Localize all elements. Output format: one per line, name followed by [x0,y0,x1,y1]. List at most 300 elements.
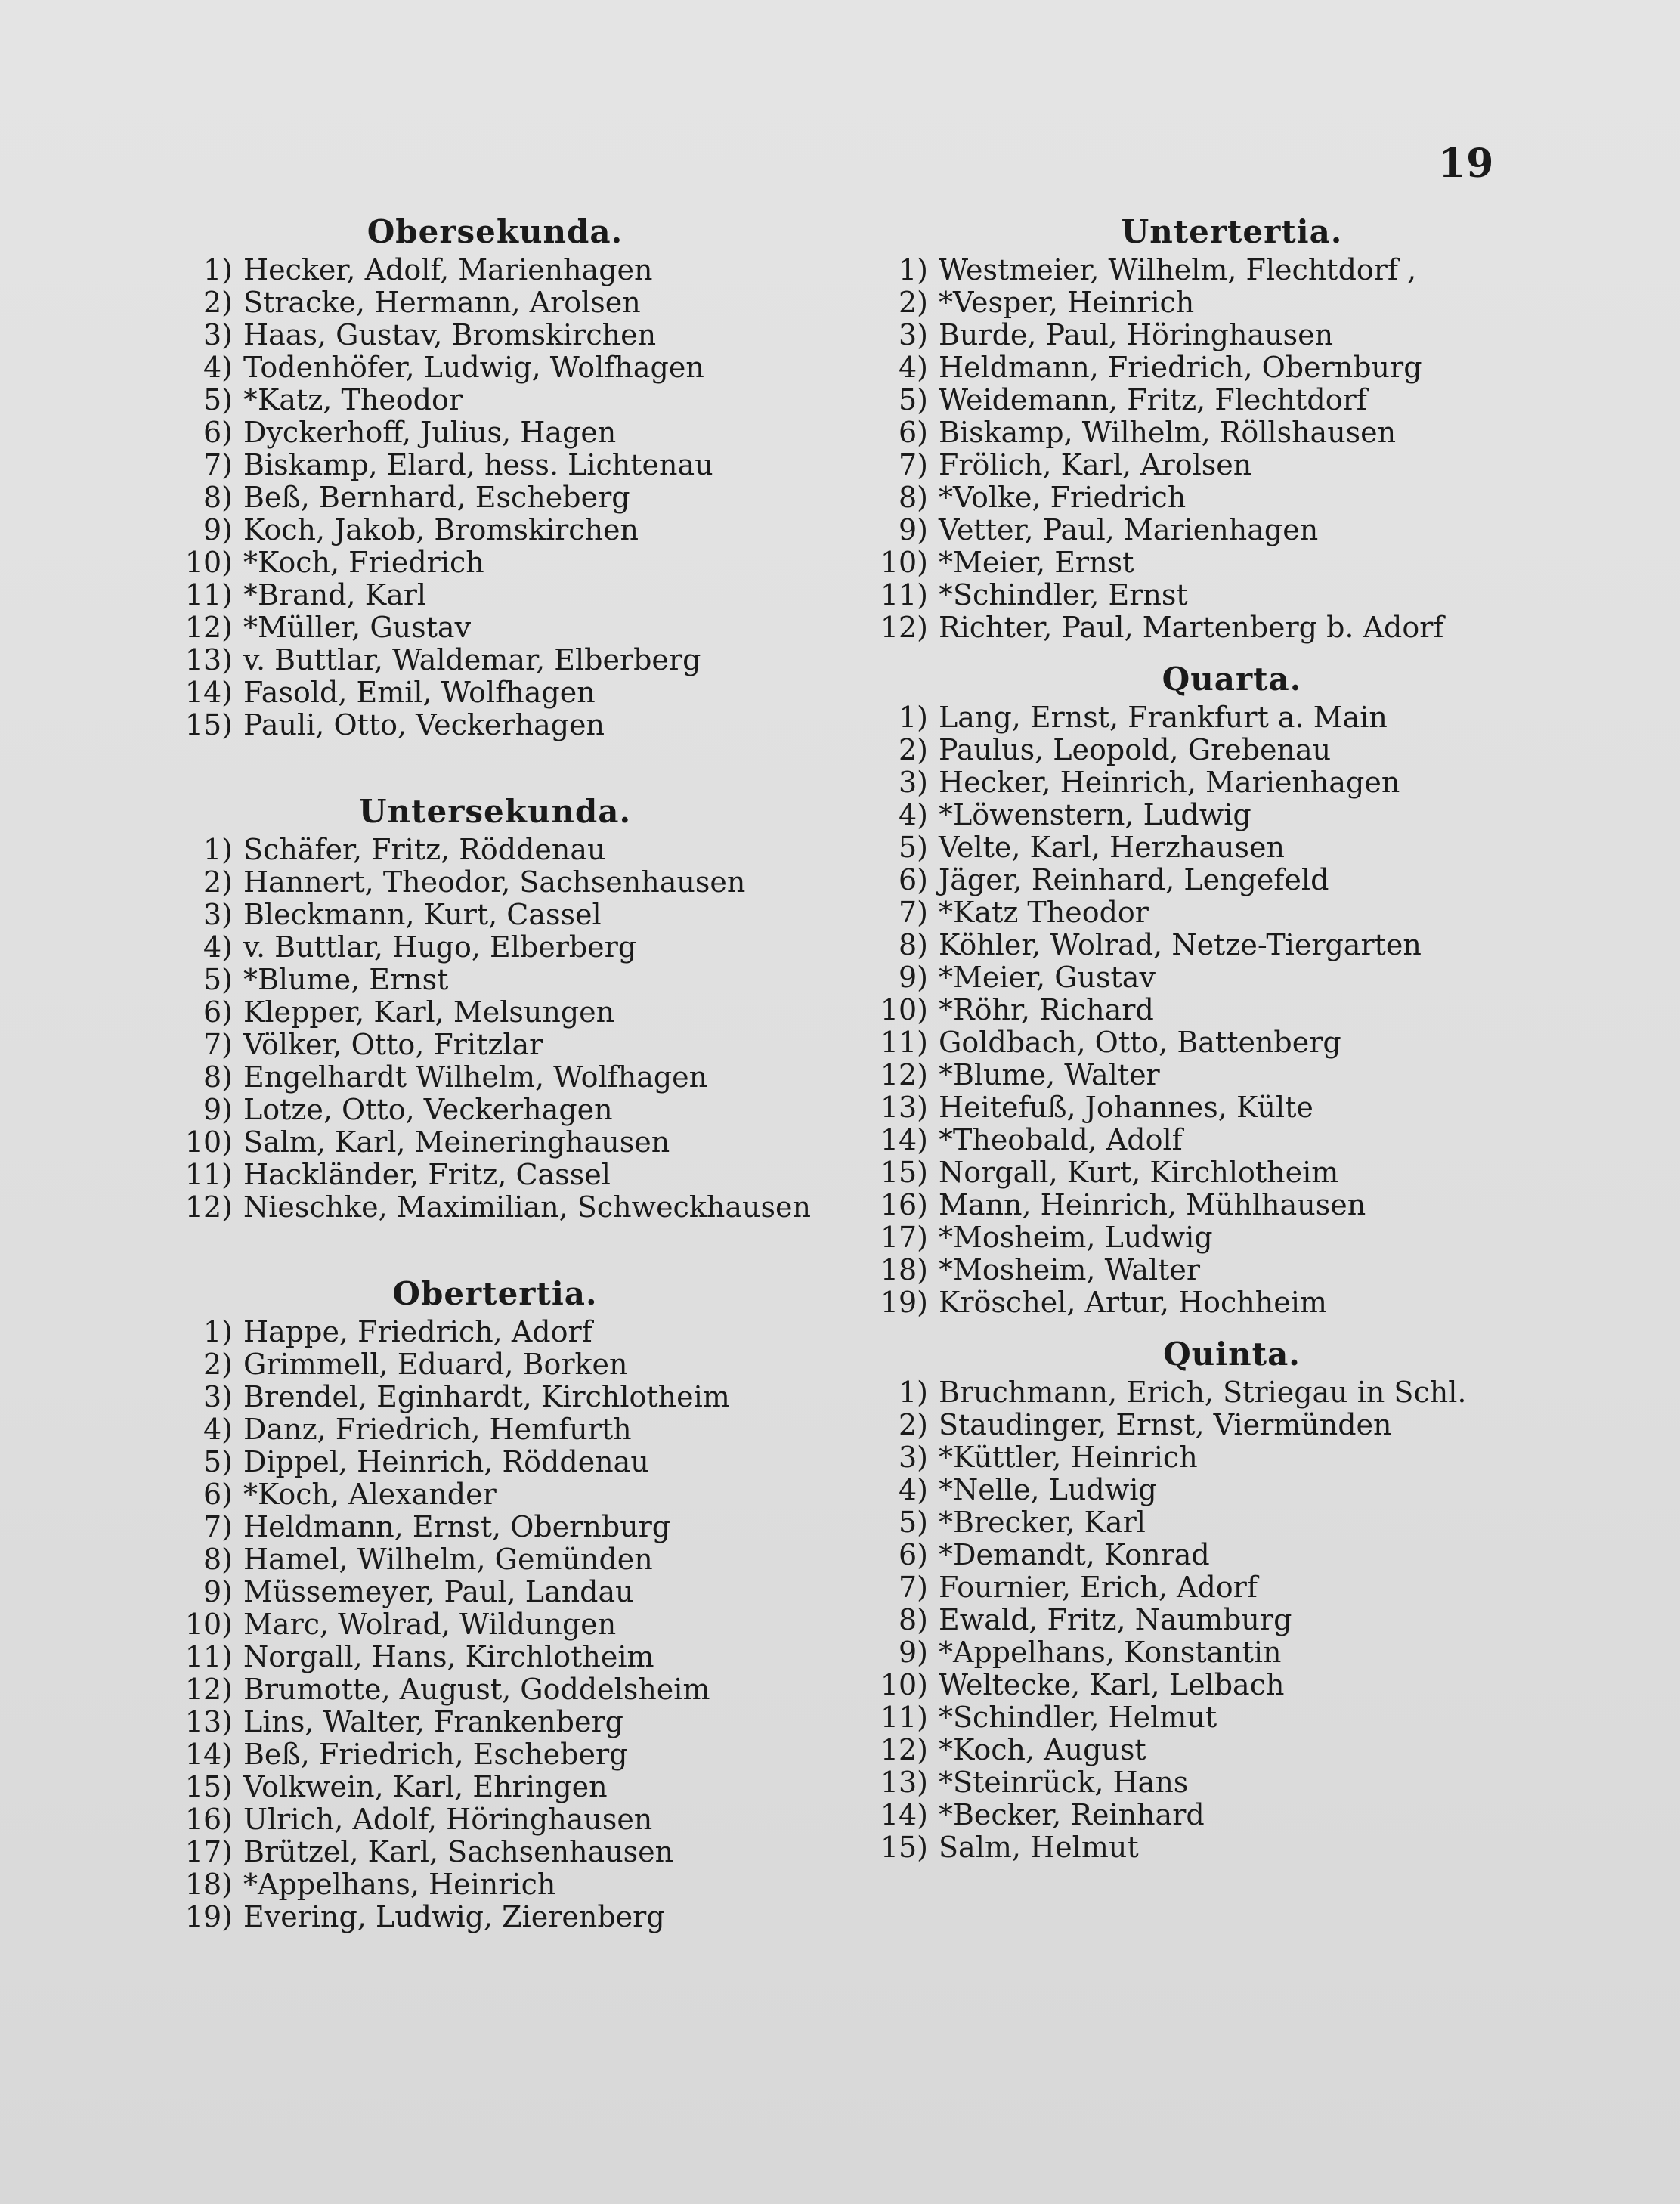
student-name: *Theobald, Adolf [939,1123,1183,1156]
section-title: Obersekunda. [367,213,623,250]
student-list [159,834,831,1224]
student-name: Heitefuß, Johannes, Külte [939,1091,1313,1124]
list-item [159,1641,831,1673]
list-item [854,799,1610,831]
entry-number: 6) [898,1538,928,1571]
class-section-quarta [854,658,1610,1319]
page-number: 19 [1438,141,1495,187]
student-name: Bleckmann, Kurt, Cassel [243,898,602,931]
list-item [854,994,1610,1026]
list-item [854,514,1610,546]
student-name: Weltecke, Karl, Lelbach [939,1668,1285,1701]
list-item [159,1316,831,1348]
student-name: *Katz, Theodor [243,383,463,416]
entry-number: 2) [203,1348,233,1381]
list-item [854,1604,1610,1636]
list-item [159,1511,831,1543]
list-item [159,1061,831,1094]
student-name: Jäger, Reinhard, Lengefeld [939,863,1329,896]
list-item [159,1901,831,1933]
student-name: *Appelhans, Heinrich [243,1868,556,1901]
entry-number: 1) [898,253,928,286]
entry-number: 7) [203,1510,233,1543]
list-item [854,416,1610,449]
student-list [854,1376,1610,1864]
entry-number: 12) [880,1058,928,1091]
entry-number: 4) [898,1473,928,1506]
entry-number: 14) [184,676,233,709]
list-item [159,514,831,546]
list-item [159,709,831,741]
student-name: Müssemeyer, Paul, Landau [243,1575,634,1608]
list-item [854,481,1610,514]
student-name: Stracke, Hermann, Arolsen [243,286,641,319]
list-item [159,1094,831,1126]
list-item [854,254,1610,286]
entry-number: 10) [184,546,233,579]
student-name: *Brecker, Karl [939,1506,1146,1539]
entry-number: 13) [184,643,233,676]
entry-number: 12) [880,1733,928,1766]
student-name: *Nelle, Ludwig [939,1473,1157,1506]
list-item [854,701,1610,734]
student-name: Richter, Paul, Martenberg b. Adorf [939,611,1444,644]
student-name: Paulus, Leopold, Grebenau [939,733,1332,766]
entry-number: 13) [880,1766,928,1799]
list-item [854,351,1610,384]
entry-number: 13) [184,1705,233,1738]
student-name: Lins, Walter, Frankenberg [243,1705,623,1738]
entry-number: 15) [184,708,233,741]
entry-number: 8) [898,481,928,514]
student-name: *Appelhans, Konstantin [939,1636,1282,1669]
student-name: Norgall, Kurt, Kirchlotheim [939,1156,1339,1189]
student-name: Norgall, Hans, Kirchlotheim [243,1640,654,1673]
entry-number: 14) [184,1738,233,1771]
entry-number: 11) [880,578,928,611]
list-item [159,546,831,579]
student-name: *Müller, Gustav [243,611,472,644]
list-item [159,931,831,964]
list-item [854,1734,1610,1766]
list-item [854,319,1610,351]
student-name: Pauli, Otto, Veckerhagen [243,708,605,741]
list-item [159,1673,831,1706]
list-item [159,1706,831,1738]
entry-number: 9) [203,1575,233,1608]
list-item [159,1159,831,1191]
student-name: Dyckerhoff, Julius, Hagen [243,416,617,449]
class-section-obertertia [159,1272,831,1933]
entry-number: 12) [880,611,928,644]
student-name: Hackländer, Fritz, Cassel [243,1158,611,1191]
student-name: Beß, Bernhard, Escheberg [243,481,630,514]
list-item [159,1446,831,1478]
entry-number: 15) [880,1156,928,1189]
entry-number: 14) [880,1123,928,1156]
list-item [159,1771,831,1803]
student-name: Salm, Karl, Meineringhausen [243,1125,670,1159]
list-item [854,734,1610,766]
list-item [159,611,831,644]
list-item [159,1126,831,1159]
entry-number: 1) [203,833,233,866]
class-section-obersekunda [159,210,831,741]
entry-number: 6) [203,416,233,449]
entry-number: 9) [898,1636,928,1669]
section-spacer [854,644,1610,658]
list-item [854,1286,1610,1319]
student-name: Vetter, Paul, Marienhagen [939,513,1319,546]
right-column [854,210,1610,1864]
student-name: Frölich, Karl, Arolsen [939,448,1252,481]
list-item [159,1576,831,1608]
student-name: Staudinger, Ernst, Viermünden [939,1408,1392,1441]
entry-number: 18) [880,1253,928,1286]
list-item [854,1156,1610,1189]
list-item [854,1701,1610,1734]
entry-number: 3) [898,1441,928,1474]
entry-number: 4) [898,798,928,831]
entry-number: 9) [898,513,928,546]
student-name: Westmeier, Wilhelm, Flechtdorf , [939,253,1417,286]
student-name: Velte, Karl, Herzhausen [939,831,1285,864]
list-item [854,766,1610,799]
student-list [159,254,831,741]
list-item [159,579,831,611]
student-name: Ewald, Fritz, Naumburg [939,1603,1292,1636]
entry-number: 5) [203,1445,233,1478]
entry-number: 15) [880,1831,928,1864]
list-item [159,1348,831,1381]
student-name: *Meier, Ernst [939,546,1134,579]
list-item [159,254,831,286]
student-name: Brendel, Eginhardt, Kirchlotheim [243,1380,730,1413]
section-spacer [159,1224,831,1272]
student-name: Hecker, Heinrich, Marienhagen [939,766,1400,799]
entry-number: 3) [898,766,928,799]
student-name: Beß, Friedrich, Escheberg [243,1738,628,1771]
entry-number: 10) [184,1125,233,1159]
entry-number: 1) [898,701,928,734]
entry-number: 12) [184,1673,233,1706]
list-item [854,1124,1610,1156]
list-item [159,1803,831,1836]
class-section-untersekunda [159,790,831,1224]
entry-number: 15) [184,1770,233,1803]
entry-number: 5) [898,1506,928,1539]
list-item [854,1221,1610,1254]
entry-number: 2) [898,1408,928,1441]
student-name: Lotze, Otto, Veckerhagen [243,1093,613,1126]
entry-number: 5) [203,963,233,996]
entry-number: 2) [203,286,233,319]
list-item [159,676,831,709]
student-name: Kröschel, Artur, Hochheim [939,1286,1327,1319]
student-name: Biskamp, Wilhelm, Röllshausen [939,416,1397,449]
section-title: Untersekunda. [358,793,632,830]
entry-number: 10) [880,993,928,1026]
list-item [854,1376,1610,1409]
entry-number: 11) [184,1640,233,1673]
entry-number: 7) [898,1571,928,1604]
student-name: *Brand, Karl [243,578,427,611]
list-item [854,1189,1610,1221]
list-item [854,1571,1610,1604]
entry-number: 3) [203,898,233,931]
list-item [159,1543,831,1576]
list-item [159,1191,831,1224]
list-item [854,1474,1610,1506]
list-item [159,319,831,351]
list-item [854,1636,1610,1669]
student-name: *Mosheim, Walter [939,1253,1201,1286]
list-item [854,1539,1610,1571]
student-name: Schäfer, Fritz, Röddenau [243,833,606,866]
list-item [854,1669,1610,1701]
entry-number: 12) [184,611,233,644]
entry-number: 7) [203,1028,233,1061]
list-item [159,1413,831,1446]
entry-number: 10) [880,546,928,579]
list-item [854,1799,1610,1831]
student-name: Mann, Heinrich, Mühlhausen [939,1188,1366,1221]
student-name: Goldbach, Otto, Battenberg [939,1026,1341,1059]
student-name: *Schindler, Helmut [939,1701,1217,1734]
entry-number: 14) [880,1798,928,1831]
entry-number: 8) [898,1603,928,1636]
student-name: Fasold, Emil, Wolfhagen [243,676,596,709]
list-item [854,1831,1610,1864]
student-name: *Röhr, Richard [939,993,1154,1026]
list-item [159,416,831,449]
entry-number: 16) [880,1188,928,1221]
entry-number: 1) [203,253,233,286]
student-name: *Becker, Reinhard [939,1798,1205,1831]
student-name: Bruchmann, Erich, Striegau in Schl. [939,1376,1467,1409]
entry-number: 3) [898,318,928,351]
list-item [854,864,1610,896]
entry-number: 10) [184,1608,233,1641]
student-name: v. Buttlar, Waldemar, Elberberg [243,643,701,676]
student-name: Hamel, Wilhelm, Gemünden [243,1543,653,1576]
list-item [159,351,831,384]
student-name: Happe, Friedrich, Adorf [243,1315,592,1348]
entry-number: 1) [898,1376,928,1409]
class-section-untertertia [854,210,1610,644]
left-column [159,210,831,1933]
list-item [854,1409,1610,1441]
student-name: *Koch, Friedrich [243,546,484,579]
entry-number: 17) [184,1835,233,1868]
list-item [854,1254,1610,1286]
entry-number: 6) [898,416,928,449]
entry-number: 4) [203,351,233,384]
student-list [854,701,1610,1319]
list-item [854,1026,1610,1059]
entry-number: 19) [880,1286,928,1319]
entry-number: 11) [184,1158,233,1191]
student-name: v. Buttlar, Hugo, Elberberg [243,930,637,964]
entry-number: 19) [184,1900,233,1933]
student-name: Brumotte, August, Goddelsheim [243,1673,710,1706]
list-item [854,831,1610,864]
list-item [159,286,831,319]
entry-number: 12) [184,1190,233,1224]
entry-number: 11) [880,1701,928,1734]
entry-number: 7) [203,448,233,481]
student-name: Dippel, Heinrich, Röddenau [243,1445,649,1478]
entry-number: 7) [898,896,928,929]
student-name: *Vesper, Heinrich [939,286,1195,319]
section-spacer [159,741,831,790]
class-section-quinta [854,1333,1610,1864]
student-name: Engelhardt Wilhelm, Wolfhagen [243,1060,708,1094]
student-name: Lang, Ernst, Frankfurt a. Main [939,701,1388,734]
entry-number: 13) [880,1091,928,1124]
entry-number: 6) [203,995,233,1029]
student-name: Evering, Ludwig, Zierenberg [243,1900,665,1933]
student-name: *Blume, Walter [939,1058,1160,1091]
student-name: Haas, Gustav, Bromskirchen [243,318,657,351]
student-name: *Koch, Alexander [243,1478,497,1511]
student-name: *Meier, Gustav [939,961,1156,994]
list-item [159,449,831,481]
entry-number: 8) [203,481,233,514]
student-name: *Löwenstern, Ludwig [939,798,1251,831]
list-item [159,481,831,514]
student-name: Heldmann, Friedrich, Obernburg [939,351,1422,384]
list-item [854,611,1610,644]
student-name: Völker, Otto, Fritzlar [243,1028,543,1061]
student-name: *Blume, Ernst [243,963,449,996]
entry-number: 9) [898,961,928,994]
student-name: *Schindler, Ernst [939,578,1188,611]
student-name: Klepper, Karl, Melsungen [243,995,615,1029]
list-item [159,996,831,1029]
student-name: Burde, Paul, Höringhausen [939,318,1334,351]
entry-number: 11) [184,578,233,611]
list-item [159,384,831,416]
student-name: *Demandt, Konrad [939,1538,1210,1571]
list-item [854,384,1610,416]
list-item [854,961,1610,994]
section-title: Untertertia. [1121,213,1343,250]
student-name: Ulrich, Adolf, Höringhausen [243,1803,653,1836]
list-item [159,834,831,866]
list-item [159,1478,831,1511]
list-item [159,964,831,996]
list-item [854,1506,1610,1539]
list-item [159,1738,831,1771]
entry-number: 8) [203,1543,233,1576]
entry-number: 6) [203,1478,233,1511]
entry-number: 3) [203,1380,233,1413]
student-name: Nieschke, Maximilian, Schweckhausen [243,1190,811,1224]
list-item [159,866,831,899]
list-item [854,929,1610,961]
list-item [854,896,1610,929]
entry-number: 5) [203,383,233,416]
list-item [159,1381,831,1413]
student-name: Fournier, Erich, Adorf [939,1571,1258,1604]
list-item [854,1091,1610,1124]
section-title: Obertertia. [392,1275,598,1312]
list-item [159,1868,831,1901]
student-name: *Küttler, Heinrich [939,1441,1198,1474]
entry-number: 10) [880,1668,928,1701]
list-item [159,899,831,931]
list-item [159,1836,831,1868]
list-item [159,1029,831,1061]
entry-number: 9) [203,513,233,546]
student-name: Volkwein, Karl, Ehringen [243,1770,608,1803]
list-item [854,546,1610,579]
list-item [854,1766,1610,1799]
entry-number: 2) [898,733,928,766]
list-item [854,579,1610,611]
list-item [854,1441,1610,1474]
section-spacer [854,1319,1610,1333]
list-item [159,644,831,676]
student-name: Salm, Helmut [939,1831,1139,1864]
student-name: *Volke, Friedrich [939,481,1187,514]
student-name: Heldmann, Ernst, Obernburg [243,1510,671,1543]
entry-number: 5) [898,831,928,864]
student-name: Hannert, Theodor, Sachsenhausen [243,865,746,899]
list-item [159,1608,831,1641]
entry-number: 2) [898,286,928,319]
entry-number: 4) [203,1413,233,1446]
entry-number: 9) [203,1093,233,1126]
student-name: Marc, Wolrad, Wildungen [243,1608,617,1641]
student-list [159,1316,831,1933]
student-name: Biskamp, Elard, hess. Lichtenau [243,448,713,481]
entry-number: 16) [184,1803,233,1836]
entry-number: 7) [898,448,928,481]
student-name: *Koch, August [939,1733,1146,1766]
entry-number: 4) [203,930,233,964]
student-name: Hecker, Adolf, Marienhagen [243,253,653,286]
student-name: Köhler, Wolrad, Netze-Tiergarten [939,928,1422,961]
list-item [854,1059,1610,1091]
list-item [854,449,1610,481]
entry-number: 8) [898,928,928,961]
entry-number: 6) [898,863,928,896]
entry-number: 17) [880,1221,928,1254]
entry-number: 11) [880,1026,928,1059]
student-name: Weidemann, Fritz, Flechtdorf [939,383,1367,416]
student-name: *Katz Theodor [939,896,1149,929]
student-name: Danz, Friedrich, Hemfurth [243,1413,632,1446]
entry-number: 8) [203,1060,233,1094]
student-name: Todenhöfer, Ludwig, Wolfhagen [243,351,704,384]
student-name: Koch, Jakob, Bromskirchen [243,513,639,546]
student-name: Brützel, Karl, Sachsenhausen [243,1835,674,1868]
student-name: *Steinrück, Hans [939,1766,1189,1799]
entry-number: 4) [898,351,928,384]
entry-number: 3) [203,318,233,351]
student-name: *Mosheim, Ludwig [939,1221,1213,1254]
list-item [854,286,1610,319]
section-title: Quarta. [1162,661,1302,698]
student-list [854,254,1610,644]
student-name: Grimmell, Eduard, Borken [243,1348,628,1381]
entry-number: 1) [203,1315,233,1348]
section-title: Quinta. [1163,1336,1301,1373]
entry-number: 18) [184,1868,233,1901]
entry-number: 2) [203,865,233,899]
